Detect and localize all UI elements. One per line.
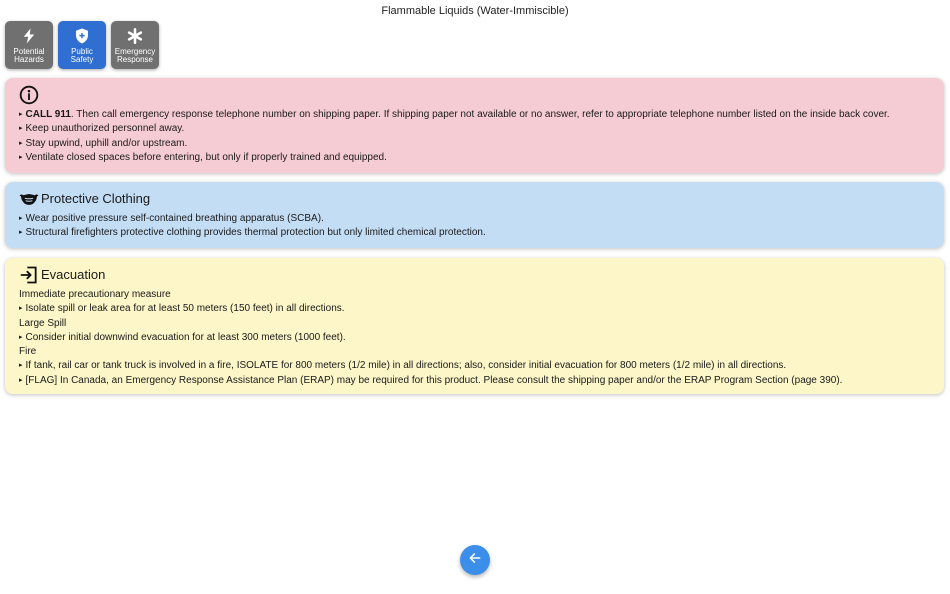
info-icon bbox=[19, 85, 39, 105]
subheading: Immediate precautionary measure bbox=[19, 289, 171, 300]
list-item: ▸ Isolate spill or leak area for at least 50 meters (150 feet) in all directions. bbox=[19, 303, 345, 315]
card-title: Protective Clothing bbox=[41, 190, 151, 206]
call-911-item: ▸ CALL 911. Then call emergency response telephone number on shipping paper. If shipping paper not available or no answer, refer to appropriate telephone number listed on the inside back cover. bbox=[19, 109, 890, 120]
page-title: Flammable Liquids (Water-Immiscible) bbox=[381, 5, 569, 17]
asterisk-icon bbox=[126, 27, 144, 45]
lightning-icon bbox=[20, 27, 38, 45]
shield-plus-icon bbox=[73, 27, 91, 45]
card-header bbox=[19, 188, 930, 210]
list-item: ▸ Ventilate closed spaces before entering, but only if properly trained and equipped. bbox=[19, 151, 387, 163]
general-safety-card bbox=[5, 78, 944, 173]
mask-icon bbox=[19, 191, 39, 207]
subheading: Large Spill bbox=[19, 317, 67, 329]
protective-clothing-card bbox=[5, 182, 944, 248]
list-item: ▸ Wear positive pressure self-contained breathing apparatus (SCBA). bbox=[19, 213, 324, 224]
card-header bbox=[19, 264, 930, 286]
arrow-left-icon bbox=[468, 551, 482, 570]
card-title: Evacuation bbox=[41, 266, 106, 282]
tab-label: Emergency Response bbox=[114, 47, 156, 64]
list-item: ▸ Consider initial downwind evacuation for at least 300 meters (1000 feet). bbox=[19, 331, 346, 343]
card-header bbox=[19, 84, 930, 106]
list-item: ▸ If tank, rail car or tank truck is involved in a fire, ISOLATE for 800 meters (1/2 mile) in all directions; also, consider initial evacuation for 800 meters (1/2 mile) in all directions. bbox=[19, 360, 787, 372]
tab-bar bbox=[5, 21, 159, 69]
list-item: ▸ Stay upwind, uphill and/or upstream. bbox=[19, 137, 188, 149]
subheading: Fire bbox=[19, 346, 37, 358]
call-911-text: . Then call emergency response telephone number on shipping paper. If shipping paper not available or no answer, refer to appropriate telephone number listed on the inside back cover. bbox=[70, 109, 890, 120]
tab-label: Public Safety bbox=[70, 47, 94, 64]
list-item: ▸ Structural firefighters protective clothing provides thermal protection but only limited chemical protection. bbox=[19, 227, 486, 239]
tab-potential-hazards[interactable] bbox=[5, 21, 53, 69]
exit-arrow-icon bbox=[19, 265, 39, 285]
list-item: ▸ Keep unauthorized personnel away. bbox=[19, 123, 185, 135]
list-item: ▸ [FLAG] In Canada, an Emergency Response Assistance Plan (ERAP) may be required for this product. Please consult the shipping paper and/or the ERAP Program Section (page 390). bbox=[19, 374, 843, 386]
back-button[interactable] bbox=[460, 545, 490, 575]
call-911-bold: CALL 911 bbox=[25, 109, 71, 120]
tab-emergency-response[interactable] bbox=[111, 21, 159, 69]
tab-label: Potential Hazards bbox=[13, 47, 45, 64]
evacuation-card bbox=[5, 258, 944, 394]
tab-public-safety[interactable] bbox=[58, 21, 106, 69]
